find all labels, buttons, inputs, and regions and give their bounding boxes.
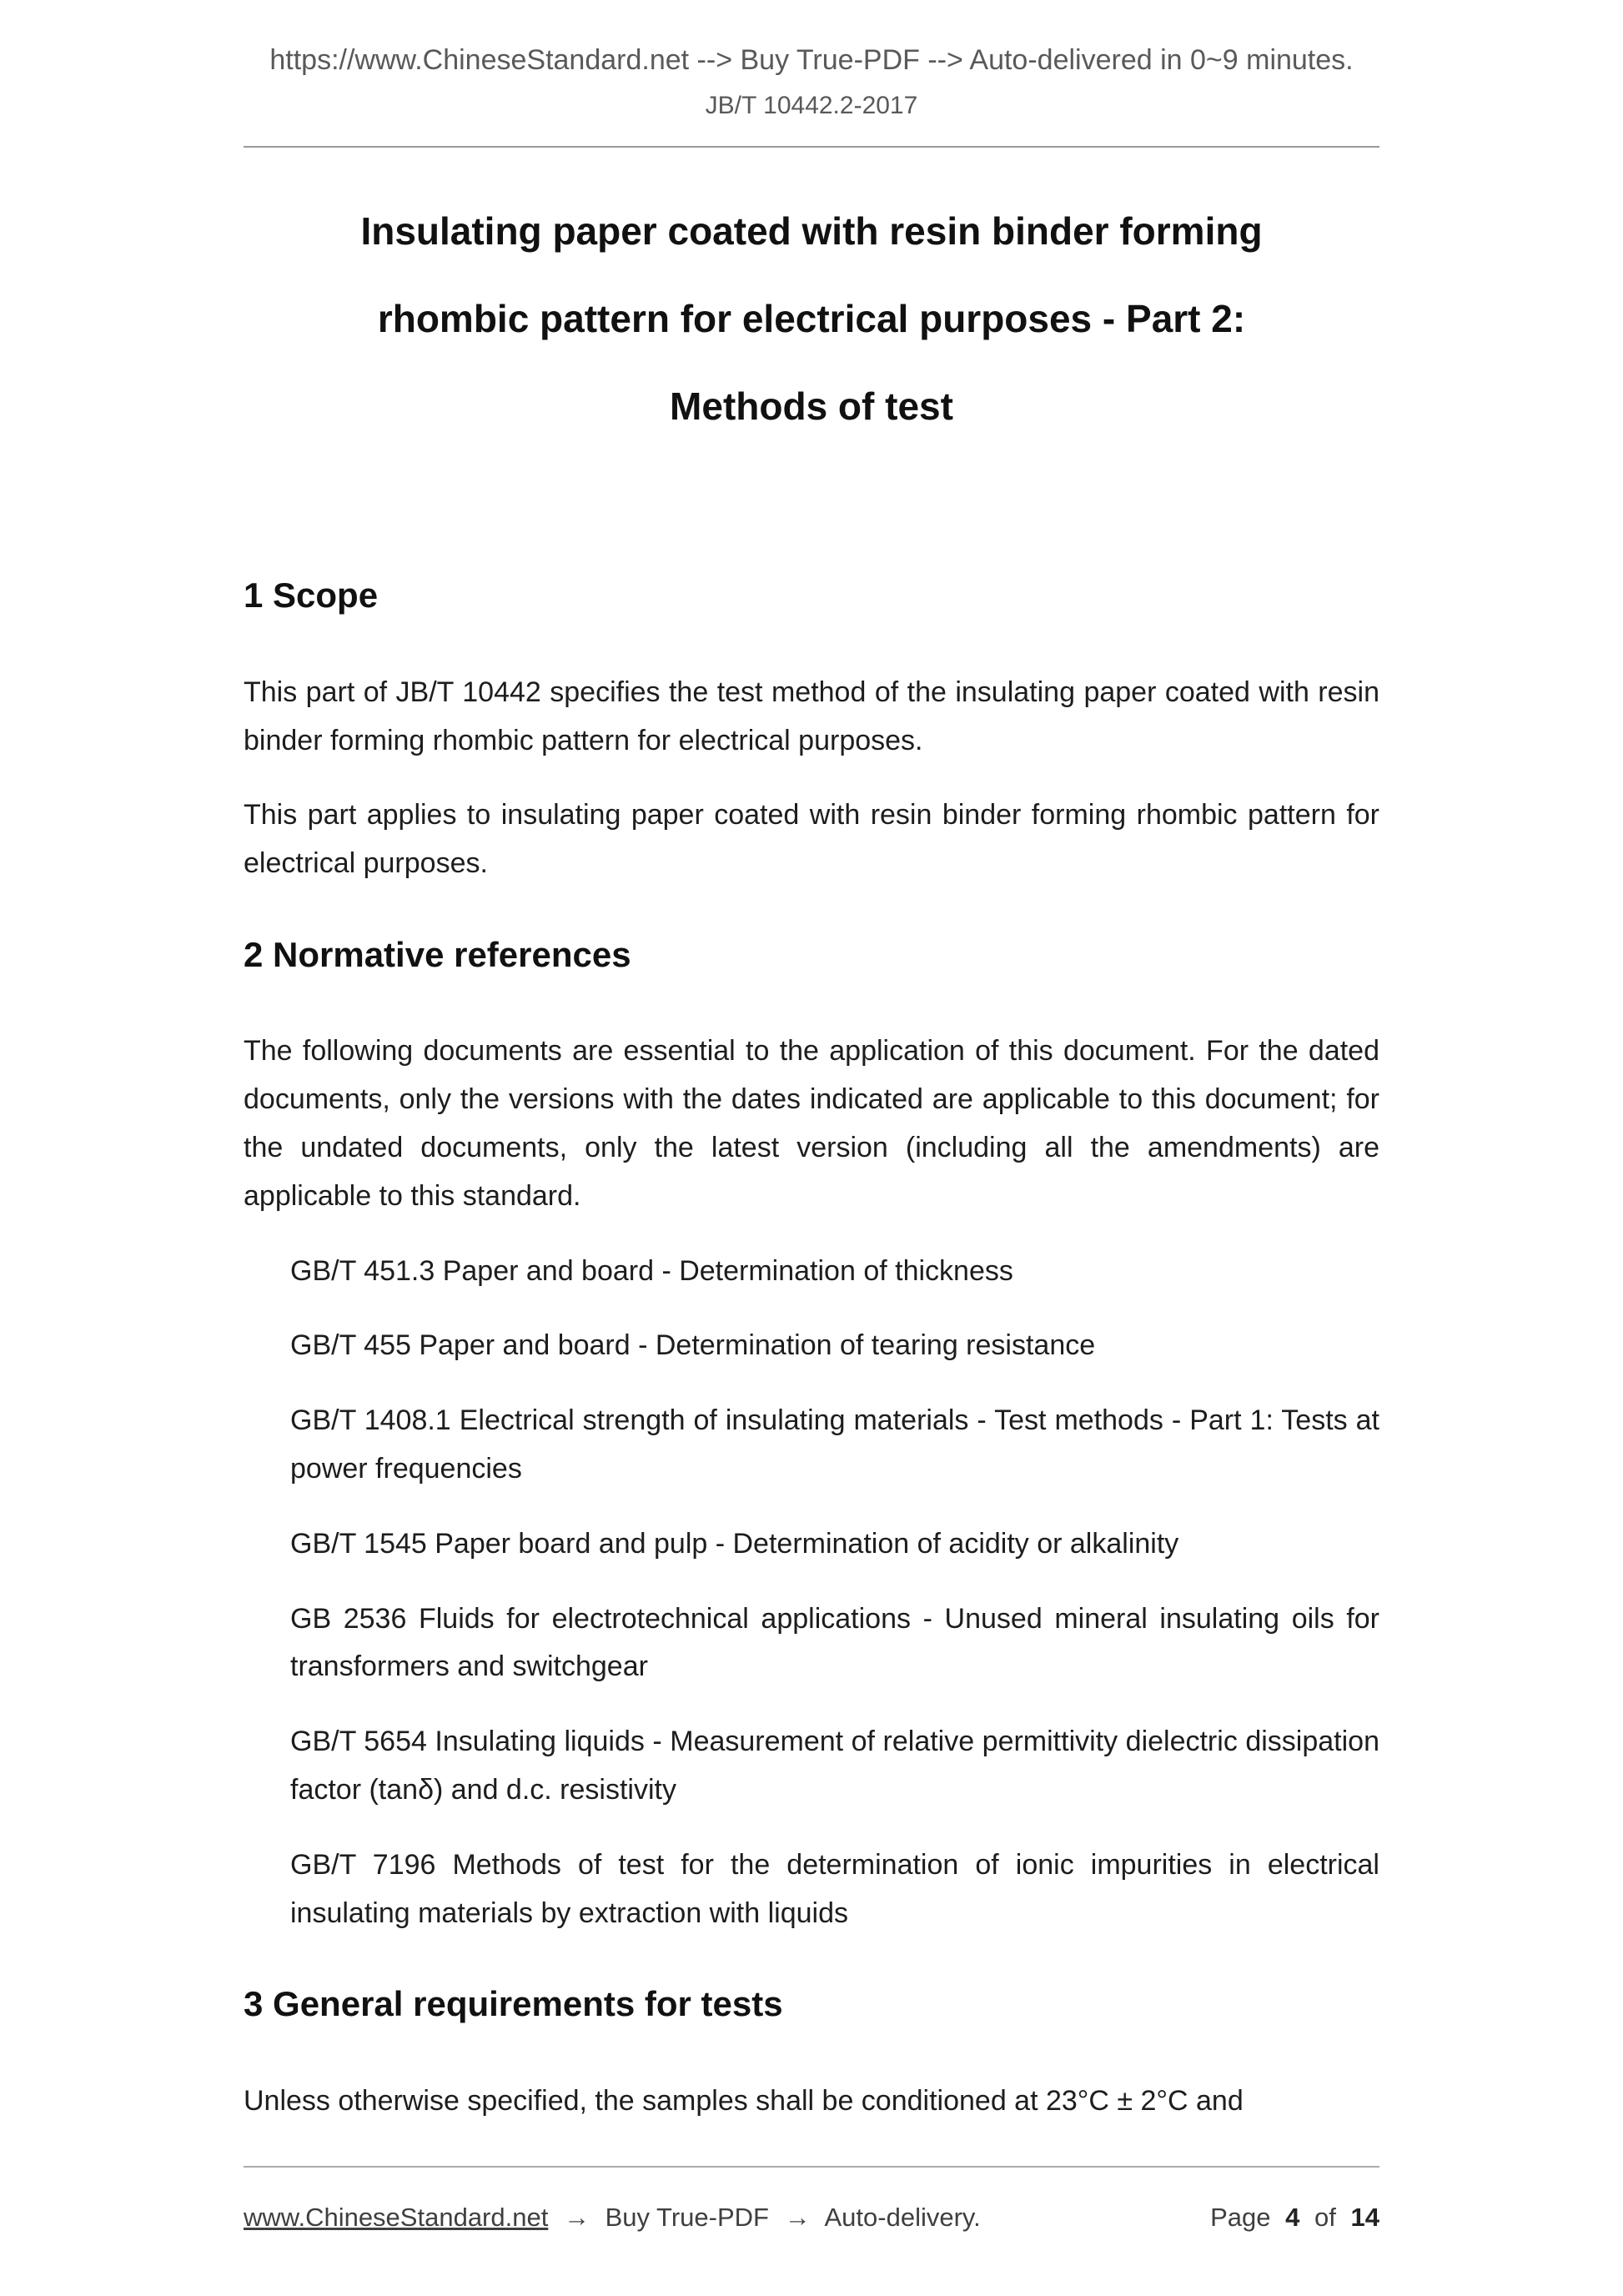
footer-delivery-label: Auto-delivery.: [824, 2203, 981, 2232]
reference-item-gbt-1545: GB/T 1545 Paper board and pulp - Determination of acidity or alkalinity: [290, 1527, 1179, 1560]
page-of-label: of: [1314, 2203, 1336, 2232]
reference-item-gbt-451-3: GB/T 451.3 Paper and board - Determination of thickness: [290, 1254, 1013, 1287]
right-arrow-icon: →: [784, 2203, 811, 2232]
title-line-3: Methods of test: [670, 384, 953, 428]
reference-item-gbt-7196: GB/T 7196 Methods of test for the determination of ionic impurities in electrical insulating materials by extraction with liquids: [290, 1848, 1379, 1929]
page-footer: [244, 2166, 1379, 2233]
header-standard-number: JB/T 10442.2-2017: [705, 91, 918, 119]
section-heading-scope: 1 Scope: [244, 575, 379, 615]
scope-paragraph-1: This part of JB/T 10442 specifies the test method of the insulating paper coated with resin binder forming rhombic pattern for electrical purposes.: [244, 676, 1379, 756]
section-heading-general-requirements: 3 General requirements for tests: [244, 1984, 783, 2024]
document-title: [244, 188, 1379, 450]
document-body: [0, 188, 1623, 2126]
page-number-indicator: [1203, 2203, 1379, 2233]
section-heading-normative-references: 2 Normative references: [244, 935, 631, 974]
page-header: [0, 0, 1623, 148]
reference-item-gb-2536: GB 2536 Fluids for electrotechnical applications - Unused mineral insulating oils for transformers and switchgear: [290, 1602, 1379, 1683]
page-label: Page: [1210, 2203, 1271, 2232]
header-source-line: https://www.ChineseStandard.net --> Buy True-PDF --> Auto-delivered in 0~9 minutes.: [269, 44, 1354, 76]
page-current-number: 4: [1285, 2203, 1300, 2232]
footer-site-link[interactable]: www.ChineseStandard.net: [244, 2203, 549, 2232]
footer-source-line: [244, 2203, 989, 2233]
reference-item-gbt-1408-1: GB/T 1408.1 Electrical strength of insulating materials - Test methods - Part 1: Tests at power frequencies: [290, 1404, 1379, 1485]
normative-intro-paragraph: The following documents are essential to the application of this document. For the dated documents, only the versions with the dates indicated are applicable to this document; for the undated documents, only the latest version (including all the amendments) are applicable to this standard.: [244, 1035, 1379, 1212]
reference-item-gbt-5654: GB/T 5654 Insulating liquids - Measurement of relative permittivity dielectric dissipation factor (tanδ) and d.c. resistivity: [290, 1726, 1379, 1806]
title-line-2: rhombic pattern for electrical purposes - Part 2:: [377, 296, 1246, 340]
page-total-number: 14: [1350, 2203, 1379, 2232]
title-line-1: Insulating paper coated with resin binder forming: [360, 208, 1263, 253]
header-divider: [244, 146, 1379, 148]
right-arrow-icon: →: [563, 2203, 590, 2232]
general-requirements-paragraph: Unless otherwise specified, the samples shall be conditioned at 23°C ± 2°C and: [244, 2084, 1244, 2117]
footer-buy-label: Buy True-PDF: [605, 2203, 769, 2232]
reference-item-gbt-455: GB/T 455 Paper and board - Determination of tearing resistance: [290, 1329, 1096, 1362]
scope-paragraph-2: This part applies to insulating paper coated with resin binder forming rhombic pattern for electrical purposes.: [244, 799, 1379, 880]
